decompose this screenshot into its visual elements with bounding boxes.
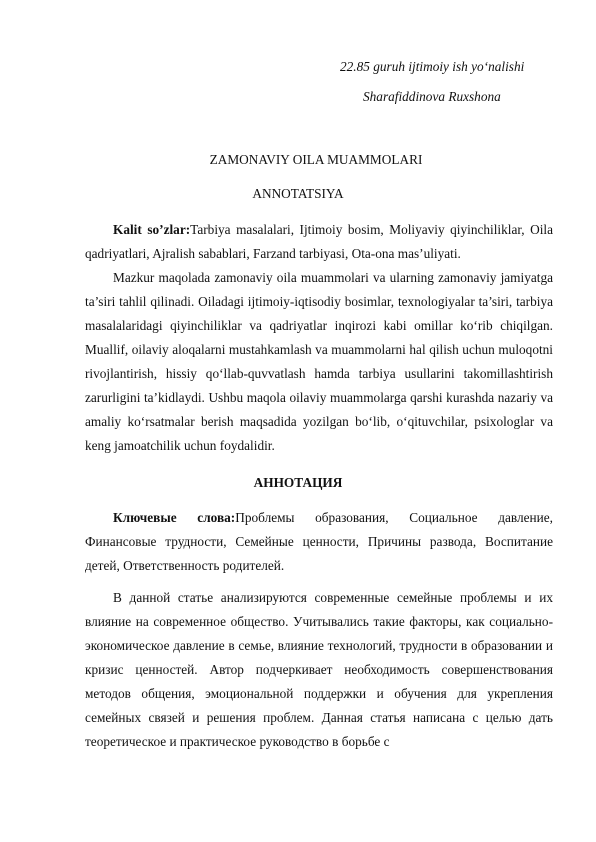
keywords-paragraph-uz (85, 218, 553, 266)
annotation-body-ru: В данной статье анализируются современные семейные проблемы и их влияние на современное общество. Учитывались такие факторы, как социально-экономическое давление в семье, влияние технологий, трудности в образовании и кризис ценностей. Автор подчеркивает необходимость совершенствования методов общения, эмоциональной поддержки и обучения для укрепления семейных связей и решения проблем. Данная статья написана с целью дать теоретическое и практическое руководство в борьбе с (85, 590, 553, 749)
keywords-paragraph-ru (85, 506, 553, 578)
keywords-text-uz: Tarbiya masalalari, Ijtimoiy bosim, Moliyaviy qiyinchiliklar, Oila qadriyatlari, Ajralish sabablari, Farzand tarbiyasi, Ota-ona mas’uliyati. (85, 222, 553, 261)
article-title: ZAMONAVIY OILA MUAMMOLARI (209, 152, 423, 167)
keywords-text-ru: Проблемы образования, Социальное давление, Финансовые трудности, Семейные ценности, Причины развода, Воспитание детей, Ответственность родителей. (85, 510, 553, 573)
annotation-heading-uz: ANNOTATSIYA (252, 186, 344, 201)
author-name: Sharafiddinova Ruxshona (363, 89, 501, 104)
group-line: 22.85 guruh ijtimoiy ish yo‘nalishi (340, 59, 525, 74)
keywords-label-ru: Ключевые слова: (113, 510, 236, 525)
keywords-label-uz: Kalit so’zlar: (113, 222, 191, 237)
annotation-body-uz: Mazkur maqolada zamonaviy oila muammolari va ularning zamonaviy jamiyatga ta’siri tahlil qilinadi. Oiladagi ijtimoiy-iqtisodiy bosimlar, texnologiyalar ta’siri, tarbiya masalalaridagi qiyinchiliklar va qadriyatlar inqirozi kabi omillar ko‘rib chiqilgan. Muallif, oilaviy aloqalarni mustahkamlash va muammolarni hal qilish uchun muloqotni rivojlantirish, hissiy qo‘llab-quvvatlash hamda tarbiya usullarini takomillashtirish zarurligini ta’kidlaydi. Ushbu maqola oilaviy muammolarga qarshi kurashda nazariy va amaliy ko‘rsatmalar berish maqsadida yozilgan bo‘lib, o‘qituvchilar, psixologlar va keng jamoatchilik uchun foydalidir. (85, 270, 553, 453)
annotation-heading-ru: АННОТАЦИЯ (253, 475, 343, 490)
